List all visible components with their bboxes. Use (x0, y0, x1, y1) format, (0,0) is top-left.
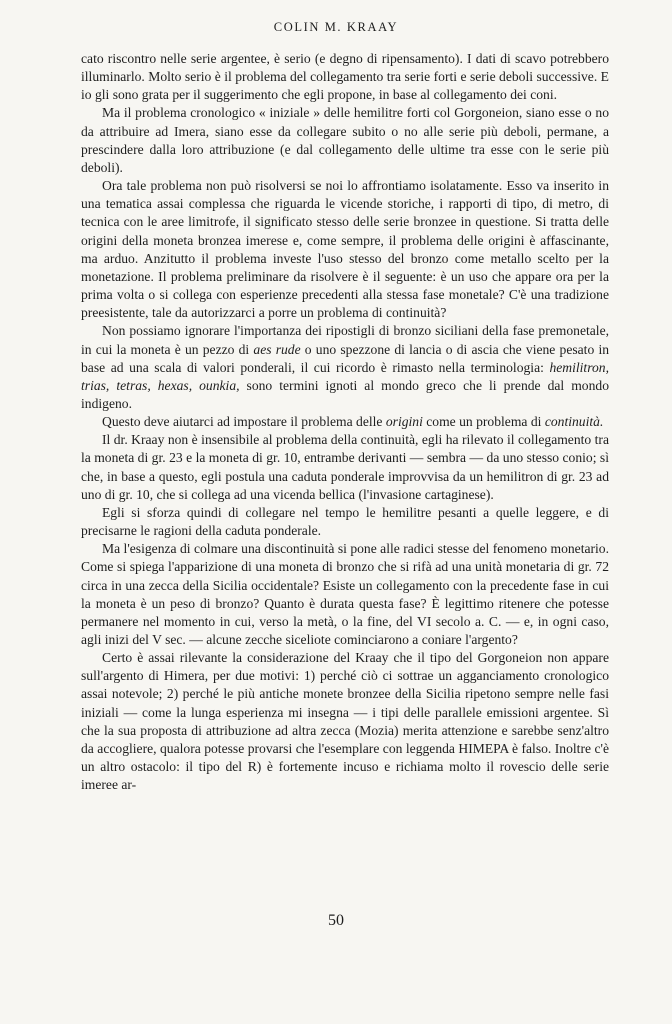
text-run: o uno spezzone di lancia o di ascia che viene pesato in base ad una scala di valori ponderali, il cui ricordo è rimasto nella terminologia: (81, 341, 610, 375)
italic-term: origini (385, 414, 423, 430)
page-number: 50 (328, 912, 344, 929)
text-run: Egli si sforza quindi di collegare nel tempo le hemilitre pesanti a quelle leggere, e di precisarne le ragioni della caduta ponderale. (81, 504, 609, 539)
text-run: Ma l'esigenza di colmare una discontinuità si pone alle radici stesse del fenomeno monetario. Come si spiega l'apparizione di una moneta di bronzo che si rifà ad una unità monetaria di gr. 72 circa in una zecca della Sicilia occidentale? Esiste un collegamento con la precedente fase in cui la moneta è un peso di bronzo? Quanto è durata questa fase? È legittimo ritenere che potesse permanere nel momento in cui, verso la metà, o la fine, del VI secolo a. C. — e, in ogni caso, agli inizi del V sec. — alcune zecche siceliote cominciarono a coniare l'argento? (81, 541, 609, 647)
paragraph (81, 177, 609, 322)
paragraph (81, 431, 609, 504)
paragraph (81, 649, 609, 794)
text-run: Il dr. Kraay non è insensibile al problema della continuità, egli ha rilevato il collegamento tra la moneta di gr. 23 e la moneta di gr. 10, entrambe derivanti — sembra — da uno stesso conio; sì che, in base a questo, egli postula una caduta ponderale improvvisa da un hemilitron di gr. 23 ad uno di gr. 10, che si collega ad una vicenda bellica (l'invasione cartaginese). (81, 432, 609, 502)
text-run: Certo è assai rilevante la considerazione del Kraay che il tipo del Gorgoneion non appare sull'argento di Himera, per due motivi: 1) perché ciò ci sottrae un agganciamento cronologico assai notevole; 2) perché le più antiche monete bronzee della Sicilia ripetono sempre nelle fasi iniziali — come la lunga esperienza mi insegna — i tipi delle parallele emissioni argentee. Sì che la sua proposta di attribuzione ad altra zecca (Mozia) merita attenzione e sarebbe senz'altro da accogliere, qualora potesse provarsi che l'esemplare con leggenda HIMEPA è falso. Inoltre c'è un altro ostacolo: il tipo del R) è fortemente incuso e richiama molto il rovescio delle serie imeree ar- (81, 650, 609, 793)
paragraph (81, 413, 609, 431)
italic-term: aes rude (253, 341, 301, 357)
text-run: Non possiamo ignorare l'importanza dei ripostigli di bronzo siciliani della fase premonetale, in cui la moneta è un pezzo di (81, 323, 609, 357)
text-run: Questo deve aiutarci ad impostare il problema delle (102, 414, 386, 430)
text-run: Ma il problema cronologico « iniziale » delle hemilitre forti col Gorgoneion, siano esse o no da attribuire ad Imera, siano esse da collegare subito o no alle serie più deboli, permane, a prescindere dalla loro attribuzione (e dal collegamento delle ultime tra esse con le serie più deboli). (81, 105, 609, 175)
text-run: cato riscontro nelle serie argentee, è serio (e degno di ripensamento). I dati di scavo potrebbero illuminarlo. Molto serio è il problema del collegamento tra serie forti e serie deboli successive. E io gli sono grata per il suggerimento che egli propone, in base al collegamento dei coni. (81, 51, 609, 103)
paragraph (81, 322, 609, 413)
text-run: sono termini ignoti al mondo greco che li prende dal mondo indigeno. (81, 377, 609, 411)
paragraph (81, 504, 609, 540)
italic-term: continuità. (544, 414, 604, 430)
paragraph (81, 540, 609, 649)
paragraph (81, 50, 609, 104)
italic-term: hemilitron, trias, tetras, hexas, ounkia, (81, 359, 609, 393)
running-title: COLIN M. KRAAY (273, 20, 399, 34)
text-run: Ora tale problema non può risolversi se noi lo affrontiamo isolatamente. Esso va inserito in una tematica assai complessa che riguarda le vicende storiche, i rapporti di tipo, di metro, di tecnica con le aree limitrofe, il significato stesso delle serie bronzee in questione. Si tratta delle origini della moneta bronzea imerese e, come sempre, il problema delle origini è affascinante, ma arduo. Anzitutto il problema investe l'uso stesso del bronzo come metallo scelto per la monetazione. Il problema preliminare da risolvere è il seguente: è un uso che appare ora per la prima volta o si collega con esperienze precedenti alla stessa fase monetale? C'è una tradizione preesistente, tale da autorizzarci a porre un problema di continuità? (81, 178, 609, 321)
text-run: come un problema di (422, 414, 545, 430)
paragraph (81, 104, 609, 177)
body-text (81, 50, 609, 794)
